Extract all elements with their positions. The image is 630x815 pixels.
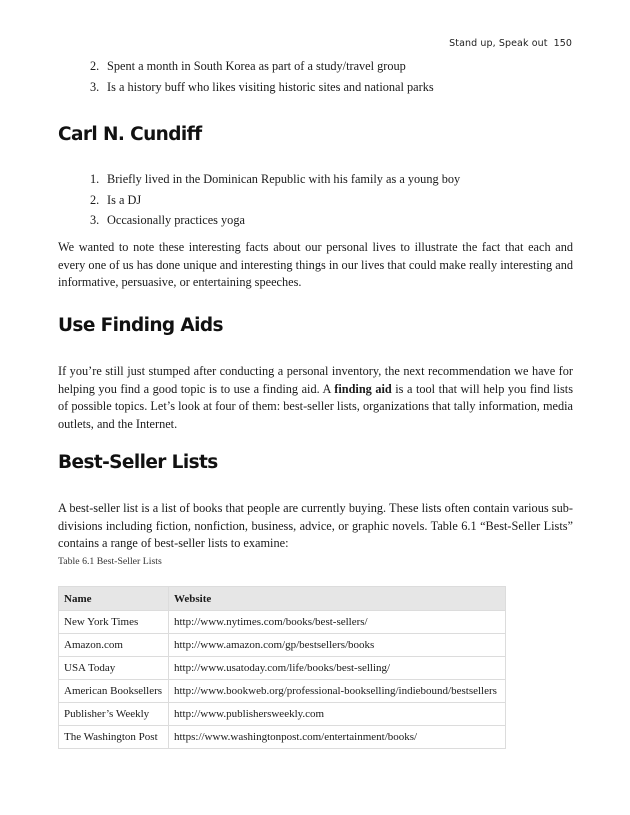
table-row: [59, 726, 506, 749]
list-item: 1. Briefly lived in the Dominican Republic with his family as a young boy: [90, 172, 461, 186]
table-row: [59, 611, 506, 634]
heading-use-finding-aids: Use Finding Aids: [58, 315, 223, 336]
cell-website: http://www.usatoday.com/life/books/best-selling/: [169, 657, 506, 680]
book-title: Stand up, Speak out: [449, 38, 548, 49]
personal-facts-paragraph: We wanted to note these interesting facts about our personal lives to illustrate the fact that each and every one of us has done unique and interesting things in our lives that could make really interesting and informative, persuasive, or entertaining speeches.: [58, 240, 573, 289]
page-number: 150: [553, 38, 572, 49]
best-seller-table: [58, 586, 506, 749]
table-row: [59, 703, 506, 726]
cell-name: New York Times: [59, 611, 169, 634]
table-row: [59, 634, 506, 657]
running-header: [449, 38, 572, 49]
heading-carl-cundiff: Carl N. Cundiff: [58, 124, 202, 145]
list-item: 2. Is a DJ: [90, 192, 142, 207]
cell-website: http://www.nytimes.com/books/best-sellers/: [169, 611, 506, 634]
table-caption: Table 6.1 Best-Seller Lists: [58, 556, 162, 567]
table-header-row: [59, 587, 506, 611]
cell-website: http://www.publishersweekly.com: [169, 703, 506, 726]
cell-website: https://www.washingtonpost.com/entertainment/books/: [169, 726, 506, 749]
best-seller-paragraph: A best-seller list is a list of books that people are currently buying. These lists often contain various sub-divisions including fiction, nonfiction, business, advice, or graphic novels. Table 6.1 “Best-Seller Lists” contains a range of best-seller lists to examine:: [58, 501, 573, 550]
list-item: 3. Is a history buff who likes visiting historic sites and national parks: [90, 79, 434, 94]
table-row: [59, 680, 506, 703]
cell-website: http://www.amazon.com/gp/bestsellers/books: [169, 634, 506, 657]
column-header-website: Website: [169, 587, 506, 611]
finding-aids-paragraph: If you’re still just stumped after conducting a personal inventory, the next recommendation we have for helping you find a good topic is to use a finding aid. A finding aid is a tool that will help you find lists of possible topics. Let’s look at four of them: best-seller lists, organizations that tally information, media outlets, and the Internet.: [58, 364, 573, 431]
cell-website: http://www.bookweb.org/professional-bookselling/indiebound/bestsellers: [169, 680, 506, 703]
column-header-name: Name: [59, 587, 169, 611]
finding-aid-term: finding aid: [334, 381, 392, 396]
cell-name: Publisher’s Weekly: [59, 703, 169, 726]
list-item: 3. Occasionally practices yoga: [90, 213, 245, 227]
list-item: 2. Spent a month in South Korea as part of a study/travel group: [90, 59, 406, 73]
cell-name: USA Today: [59, 657, 169, 680]
table-row: [59, 657, 506, 680]
heading-best-seller-lists: Best-Seller Lists: [58, 452, 218, 473]
intro-list: [90, 56, 434, 97]
cell-name: American Booksellers: [59, 680, 169, 703]
cell-name: The Washington Post: [59, 726, 169, 749]
cell-name: Amazon.com: [59, 634, 169, 657]
cundiff-facts-list: [90, 169, 460, 231]
